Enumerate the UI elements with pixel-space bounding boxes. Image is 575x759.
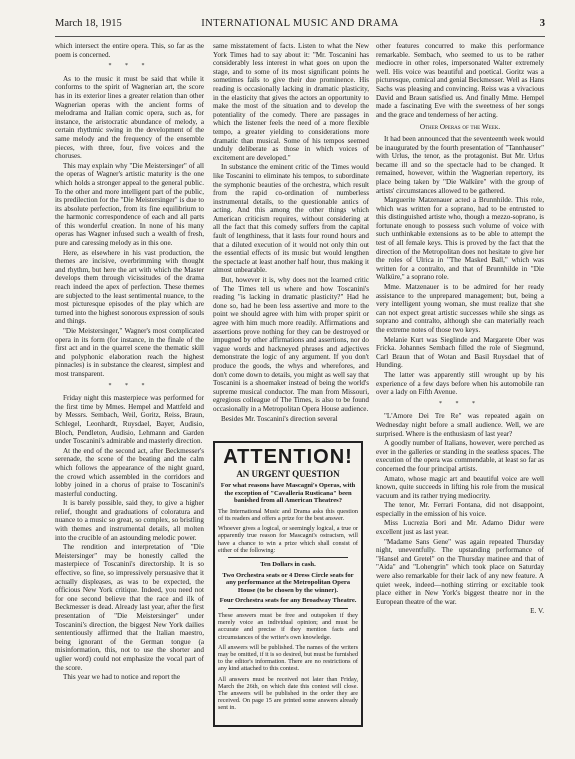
paragraph: Miss Lucrezia Bori and Mr. Adamo Didur were excellent just as last year. xyxy=(376,519,544,537)
ad-question: For what reasons have Mascagni's Operas, with the exception of "Cavalleria Rusticana" been banished from all American Theatres? xyxy=(220,482,356,505)
paragraph: "Madame Sans Gene" was again repeated Thursday night, uneventfully. The upstanding performance of "Hansel and Gretel" on the Thursday matinee and that of "Aida" and "Lohengrin" which took place on Saturday were also remarkable for their lack of any new feature. A quiet week, indeed—nothing stirring or excitable took place either in New York's biggest theatre nor in the European theatre of the war. xyxy=(376,537,544,606)
section-divider: * * * xyxy=(439,400,481,407)
publication-title: INTERNATIONAL MUSIC AND DRAMA xyxy=(201,18,399,29)
paragraph: "L'Amore Dei Tre Re" was repeated again on Wednesday night before a small audience. Well, we are surprised. Where is the enthusiasm of last year? xyxy=(376,412,544,438)
paragraph: "Die Meistersinger," Wagner's most complicated opera in its form (for instance, in the finale of the first act and in the quarrel scene the thematic skill and polyphonic elaboration reach the highest pinnacles) is in substance the clearest, simplest and most transparent. xyxy=(55,327,204,378)
paragraph: In substance the eminent critic of the Times would like Toscanini to eliminate his tempos, to subordinate the symphonic beauties of the orchestra, which result from the rapid co-ordination of numberless instrumental details, to the questionable antics of acting. And this among the other things which American criticism requires, without considering at all the fact that this comedy suffers from the capital fault of lengthiness, that it lasts four round hours and that a diluted execution of it would not only thin out the essential effects of its music but would lengthen the spectacle at least another half hour, thus making it almost unbearable. xyxy=(213,163,369,275)
ad-intro: The International Music and Drama asks this question of its readers and offers a prize for the best answer. xyxy=(218,507,358,522)
ad-fine-print: All answers must be received not later than Friday, March the 26th, on which date this contest will close. The answers will be published in the order they are received. On page 15 are printed some answers already sent in. xyxy=(218,675,358,712)
paragraph: which intersect the entire opera. This, so far as the poem is concerned. xyxy=(55,42,204,59)
paragraph: The latter was apparently still wrought up by his experience of a few days before when his automobile ran over a lady on Fifth Avenue. xyxy=(376,370,544,397)
paragraph: This may explain why "Die Meistersinger" of all the operas of Wagner's artistic maturity is the one which holds a stronger appeal to the general public. To the other and more intelligent part of the public, its predilection for the "Die Meistersinger" is due to its absolute perfection, from its fine equilibrium to the harmonic correspondence of each and all parts of this wonderful creation. In none of his many operas has Wagner infused such a wealth of fresh, pure and caressing melody as in this one. xyxy=(55,161,204,248)
prize-1: Ten Dollars in cash. xyxy=(260,561,316,568)
paragraph: As to the music it must be said that while it conforms to the spirit of Wagnerian art, the score has in its exterior lines a greater relation than other Wagnerian operas with the ancient forms of melodrama and Italian comic opera, such as, for instance, the aristocratic abundance of melody, a certain rhythmic swing in the development of the same melody and the frequency of the ensemble pieces, with three, four, five voices and the choruses. xyxy=(55,74,204,161)
paragraph: It had been announced that the seventeenth week would be inaugurated by the fourth presentation of "Tannhauser" with Urlus, the tenor, as the protagonist. But Mr. Urlus became ill and so the spectacle had to be changed. It remained, however, within the Wagnerian repertory, its place being taken by "Die Walküre" with the group of artists' circumstances allowed to be gathered. xyxy=(376,134,544,195)
divider xyxy=(228,557,348,558)
section-divider: * * * xyxy=(108,63,151,70)
column-2 xyxy=(213,42,369,438)
paragraph: The rendition and interpretation of "Die Meistersinger" may be honestly called the masterpiece of Toscanini's directorship. It is so effective, so fine, so impressively persuasive that it actually displeases, as was to be expected, the officious New York critique. Indeed, you need not for one second believe that the race and ilk of Beckmesser is dead. Already last year, after the first presentation of "Die Meistersinger" under Toscanini's direction, the biggest New York dailies sententiously affirmed that the Italian maestro, being ignorant of the German tongue (a misinformation, this, not to use the shorter and uglier word) could not emphasize the vocal part of the score. xyxy=(55,543,204,672)
paragraph: Besides Mr. Toscanini's direction several xyxy=(221,414,338,423)
contest-advertisement xyxy=(213,441,363,727)
paragraph: A goodly number of Italians, however, were perched as ever in the galleries or standing in the seatless spaces. The execution of the opera was commendable, at least so far as concerned the four principal artists. xyxy=(376,439,544,473)
page-header xyxy=(55,18,545,34)
section-divider: * * * xyxy=(108,382,151,389)
paragraph: At the end of the second act, after Beckmesser's serenade, the scene of the beating and the calm which follows the appearance of the night guard, the crowd which assembled in the corridors and lobby joined in a chorus of praise to Toscanini's masterful conducting. xyxy=(55,446,204,498)
ad-rules: Whoever gives a logical, or seemingly logical, a true or apparently true reason for Mascagni's ostracism, will have a chance to win a prize which shall consist of either of the following: xyxy=(218,525,358,554)
paragraph: same misstatement of facts. Listen to what the New York Times had to say about it: "Mr. Toscanini has considerably less interest in what goes on upon the stage, and to some of its most significant points he sometimes fails to give their due prominence. His reading is occasionally lacking in dramatic plasticity, in the elasticity that gives the actors an opportunity to make the most of the situation and to develop the potentiality of the comedy. There are passages in which the listener feels the need of a more flexible tempo, a greater yielding to considerations more dramatic than musical. Some of his tempos seemed unduly deliberate as those in which voices of excitement are developed." xyxy=(213,42,369,162)
paragraph: Amato, whose magic art and beautiful voice are well known, quite succeeds in lifting his role from the musical vacuum and its rather trying mediocrity. xyxy=(376,474,544,500)
author-signature: E. V. xyxy=(530,607,544,616)
paragraph: Friday night this masterpiece was performed for the first time by Mmes. Hempel and Mattfeld and by Messrs. Sembach, Weil, Goritz, Reiss, Braun, Schlegel, Leonhardt, Ruysdael, Bayer, Audisio, Bloch, Pendleton, Audisio, Lehmann and Garden under Toscanini's admirable and masterly direction. xyxy=(55,394,204,446)
header-rule xyxy=(55,36,545,37)
paragraph: Mme. Matzenauer is to be admired for her ready assistance to the unprepared management; but, being a very intelligent young woman, she must realize that she can not expect great artistic successes while she sings as soprano and contralto, although she can materially reach the extreme notes of those two keys. xyxy=(376,283,544,334)
ad-subhead: AN URGENT QUESTION xyxy=(236,469,340,479)
paragraph: But, however it is, why does not the learned critic of The Times tell us where and how Toscanini's reading "is lacking in dramatic plasticity?" Had he done so, had he been less assertive and more to the point we should agree with him with proper spirit or agree with him much more readily. Affirmations and assertions prove nothing for they can be destroyed or impugned by other affirmations and assertions, nor do vague words and hackneyed phrases and adjectives demonstrate the logic of any argument. If you don't produce the goods, the whys and wherefores, and don't come down to details, you might as well say that Toscanini is a shoemaker instead of being the world's supreme musical conductor. The man from Missouri, egregious colleague of The Times, is also to be found occasionally in a Metropolitan Opera House audience. xyxy=(213,276,369,413)
ad-fine-print: All answers will be published. The names of the writers may be omitted, if it is so desired, but must be furnished to the editor's information. There are no restrictions of any kind attached to this contest. xyxy=(218,643,358,673)
column-3 xyxy=(376,42,544,727)
section-heading: Other Operas of the Week. xyxy=(419,123,501,132)
prize-2: Two Orchestra seats or 4 Dress Circle seats for any performance at the Metropolitan Opera House (to be chosen by the winner). xyxy=(222,571,354,594)
column-1 xyxy=(55,42,204,727)
paragraph: Marguerite Matzenauer acted a Brunnhilde. This role, which was written for a soprano, had to be entrusted to this distinguished artiste who, though a mezzo-soprano, is fortunate enough to possess such volume of voice with such unthinkable extensions as to be able to attempt the test of all female keys. This is proved by the fact that the direction of the Metropolitan does not hesitate to give her the roles of Ulrica in "The Masked Ball," which was written for a contralto, and that of Brunnhilde in "Die Walküre," a soprano role. xyxy=(376,196,544,282)
paragraph: other features concurred to make this performance remarkable. Sembach, who seemed to us to be rather mediocre in other roles, impersonated Walter extremely well. His voice was beautiful and poetical. Goritz was a picturesque, comical and genial Beckmesser. Well as Hans Sachs was pleasing and convincing. Reiss was a vivacious David and Braun satisfied us. And finally Mme. Hempel made a fascinating Eve with the sweetness of her songs and the grace and tenderness of her acting. xyxy=(376,42,544,119)
paragraph: This year we had to notice and report the xyxy=(63,673,180,682)
ad-headline: ATTENTION! xyxy=(223,446,353,468)
page-number: 3 xyxy=(539,18,545,29)
divider xyxy=(228,608,348,609)
issue-date: March 18, 1915 xyxy=(55,18,122,29)
paragraph: It is barely possible, said they, to give a higher relief, thought and graduations of coloratura and nuance to a music so great, so complex, so bristling with themes and instrumental details, all molten into the crucible of an astounding melodic power. xyxy=(55,499,204,542)
prize-3: Four Orchestra seats for any Broadway Theatre. xyxy=(219,597,357,605)
paragraph: Here, as elsewhere in his vast production, the themes are incisive, overbrimming with thought and rhythm, but here the art with which the Master develops them through vicissitudes of the drama reach indeed the apex of perfection. These themes are subjected to the least sentimental nuance, to the most picturesque episodes of the play which are turned into the highest sonorous expression of souls and things. xyxy=(55,248,204,326)
paragraph: The tenor, Mr. Ferrari Fontana, did not disappoint, especially in the emission of his voice. xyxy=(376,501,544,518)
ad-fine-print: These answers must be free and outspoken if they merely voice an individual opinion; and must be accurate and precise if they mention facts and circumstances of the writer's own knowledge. xyxy=(218,611,358,641)
paragraph: Melanie Kurt was Sieglinde and Margarete Ober was Fricka. Johannes Sembach filled the role of Siegmund, Carl Braun that of Wotan and Basil Ruysdael that of Hunding. xyxy=(376,335,544,370)
